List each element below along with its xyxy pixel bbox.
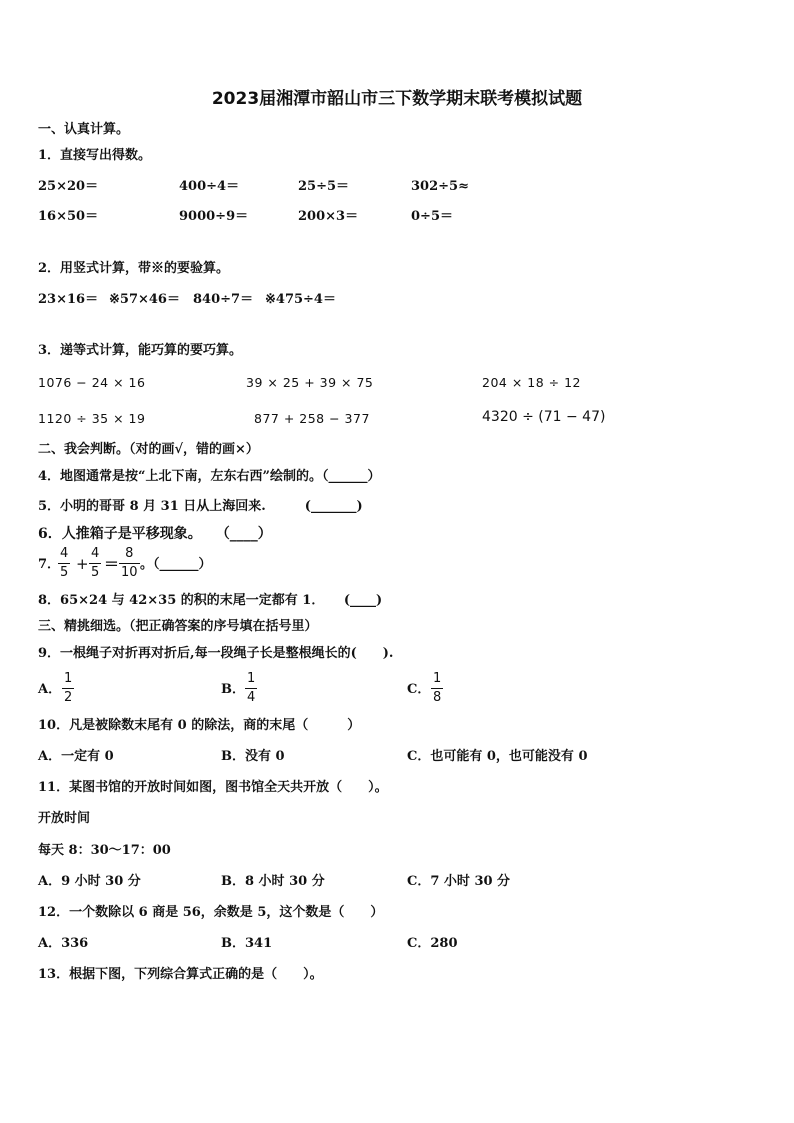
q10-prompt: 10．凡是被除数末尾有 0 的除法，商的末尾（ ） <box>38 718 361 733</box>
q8-text: 8．65×24 与 42×35 的积的末尾一定都有 1． (____) <box>38 593 383 608</box>
q3-item: 39 × 25 + 39 × 75 <box>246 375 374 390</box>
q12-option-a: A．336 <box>38 936 89 951</box>
numerator: 1 <box>433 671 442 686</box>
q12-option-b: B．341 <box>221 936 273 951</box>
q1-item: 400÷4＝ <box>179 179 240 194</box>
q6-text: 6．人推箱子是平移现象。 （____） <box>38 526 272 542</box>
q7-fraction-3 <box>119 546 140 580</box>
q11-option-b: B．8 小时 30 分 <box>221 874 325 889</box>
q1-item: 0÷5＝ <box>411 209 453 224</box>
q2-item: ※475÷4＝ <box>265 292 336 307</box>
q3-item: 1076 − 24 × 16 <box>38 375 146 390</box>
q2-item: 23×16＝ <box>38 292 99 307</box>
q11-prompt: 11．某图书馆的开放时间如图，图书馆全天共开放（ ）。 <box>38 780 388 795</box>
q2-item: ※57×46＝ <box>109 292 180 307</box>
q1-item: 16×50＝ <box>38 209 99 224</box>
q2-item: 840÷7＝ <box>193 292 254 307</box>
section-2-heading: 二、我会判断。（对的画√，错的画×） <box>38 442 259 457</box>
numerator: 4 <box>60 546 69 561</box>
denominator: 8 <box>433 690 442 705</box>
plus-sign: + <box>76 555 89 573</box>
equals-sign: ＝ <box>104 555 120 573</box>
denominator: 2 <box>64 690 73 705</box>
q11-sign-line-1: 开放时间 <box>38 811 91 826</box>
q9-option-b-fraction <box>245 671 257 705</box>
q11-sign-line-2: 每天 8：30～17：00 <box>38 843 171 858</box>
q13-prompt: 13．根据下图，下列综合算式正确的是（ ）。 <box>38 967 323 982</box>
q3-item: 4320 ÷ (71 − 47) <box>482 409 606 425</box>
q9-option-c-label: C． <box>407 682 431 697</box>
q7-number: 7． <box>38 557 61 572</box>
q5-text: 5．小明的哥哥 8 月 31 日从上海回来. (_______) <box>38 499 363 514</box>
q3-item: 877 + 258 − 377 <box>254 411 370 426</box>
q3-item: 204 × 18 ÷ 12 <box>482 375 582 390</box>
q1-item: 25÷5＝ <box>298 179 350 194</box>
q3-item: 1120 ÷ 35 × 19 <box>38 411 146 426</box>
numerator: 1 <box>64 671 73 686</box>
page-title: 2023届湘潭市韶山市三下数学期末联考模拟试题 <box>211 89 583 109</box>
q9-option-a-label: A． <box>38 682 62 697</box>
denominator: 5 <box>91 565 100 580</box>
q10-option-b: B．没有 0 <box>221 749 285 764</box>
q11-option-a: A．9 小时 30 分 <box>38 874 141 889</box>
q12-option-c: C．280 <box>407 936 458 951</box>
q9-option-c-fraction <box>431 671 443 705</box>
q12-prompt: 12．一个数除以 6 商是 56，余数是 5，这个数是（ ） <box>38 905 384 920</box>
q1-prompt: 1．直接写出得数。 <box>38 148 152 163</box>
q2-prompt: 2．用竖式计算，带※的要验算。 <box>38 261 230 276</box>
q1-item: 200×3＝ <box>298 209 359 224</box>
section-1-heading: 一、认真计算。 <box>38 122 130 137</box>
q11-option-c: C．7 小时 30 分 <box>407 874 511 889</box>
denominator: 10 <box>121 565 138 580</box>
numerator: 8 <box>125 546 134 561</box>
denominator: 4 <box>247 690 256 705</box>
q9-prompt: 9．一根绳子对折再对折后,每一段绳子长是整根绳长的( ). <box>38 646 394 661</box>
q9-option-b-label: B． <box>221 682 245 697</box>
q3-prompt: 3．递等式计算，能巧算的要巧算。 <box>38 343 243 358</box>
q1-item: 302÷5≈ <box>411 179 469 194</box>
numerator: 1 <box>247 671 256 686</box>
q7-fraction-1 <box>58 546 70 580</box>
q9-option-a-fraction <box>62 671 74 705</box>
q1-item: 9000÷9＝ <box>179 209 249 224</box>
q7-fraction-2 <box>89 546 101 580</box>
denominator: 5 <box>60 565 69 580</box>
q10-option-a: A．一定有 0 <box>38 749 114 764</box>
numerator: 4 <box>91 546 100 561</box>
section-3-heading: 三、精挑细选。（把正确答案的序号填在括号里） <box>38 619 318 634</box>
q1-item: 25×20＝ <box>38 179 99 194</box>
q7-blank: 。（______） <box>140 557 212 572</box>
q10-option-c: C．也可能有 0，也可能没有 0 <box>407 749 588 764</box>
q4-text: 4．地图通常是按“上北下南，左东右西”绘制的。（______） <box>38 469 381 484</box>
